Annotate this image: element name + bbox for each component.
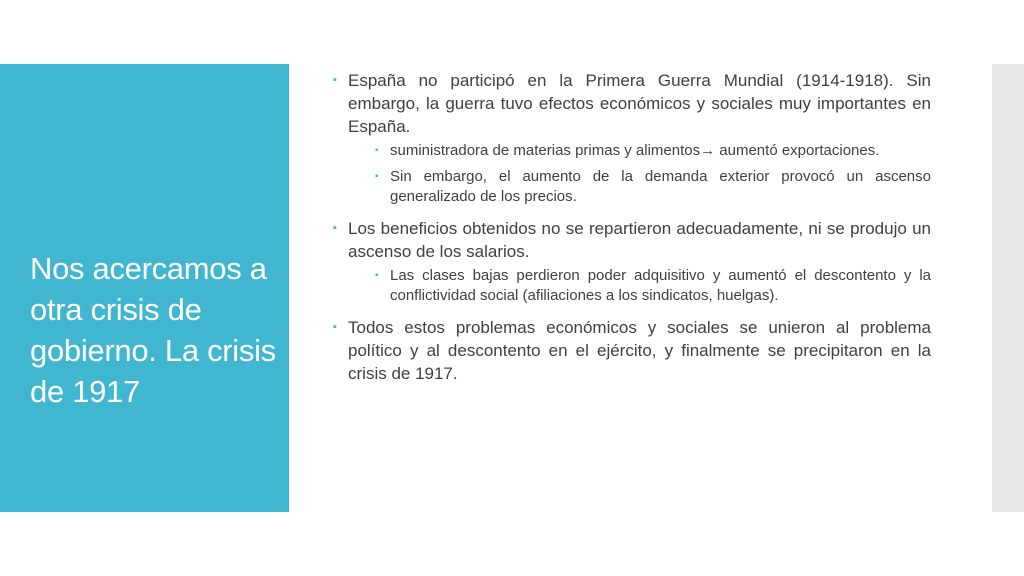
sub-bullet-point-1-2 — [348, 167, 931, 207]
bullet-list — [333, 69, 931, 385]
right-edge-strip — [992, 64, 1024, 512]
sub-bullet-point-1-1 — [348, 141, 931, 161]
bullet-point-1 — [333, 69, 931, 207]
sub-bullet-text: suministradora de materias primas y alimentos→ aumentó exportaciones. — [390, 142, 880, 159]
sub-bullet-text: Las clases bajas perdieron poder adquisitivo y aumentó el descontento y la conflictividad social (afiliaciones a los sindicatos, huelgas). — [390, 267, 931, 304]
slide-title: Nos acercamos a otra crisis de gobierno. La crisis de 1917 — [30, 251, 276, 409]
sub-bullet-icon: ▪ — [375, 145, 379, 156]
sub-bullet-icon: ▪ — [375, 171, 379, 182]
bullet-text: Todos estos problemas económicos y sociales se unieron al problema político y al descontento en el ejército, y finalmente se precipitaron en la crisis de 1917. — [348, 318, 931, 383]
sub-bullet-list — [348, 141, 931, 207]
sub-bullet-icon: ▪ — [375, 270, 379, 281]
bullet-point-2 — [333, 217, 931, 306]
sub-bullet-point-2-1 — [348, 266, 931, 306]
title-panel — [0, 64, 289, 512]
sub-bullet-list — [348, 266, 931, 306]
bullet-text: España no participó en la Primera Guerra Mundial (1914-1918). Sin embargo, la guerra tuvo efectos económicos y sociales muy importantes en España. — [348, 71, 931, 136]
bullet-icon: ▪ — [333, 222, 337, 234]
bullet-icon: ▪ — [333, 321, 337, 333]
sub-bullet-text: Sin embargo, el aumento de la demanda exterior provocó un ascenso generalizado de los precios. — [390, 168, 931, 205]
content-area — [333, 69, 931, 395]
bullet-icon: ▪ — [333, 74, 337, 86]
bullet-text: Los beneficios obtenidos no se repartieron adecuadamente, ni se produjo un ascenso de los salarios. — [348, 219, 931, 261]
bullet-point-3 — [333, 316, 931, 385]
